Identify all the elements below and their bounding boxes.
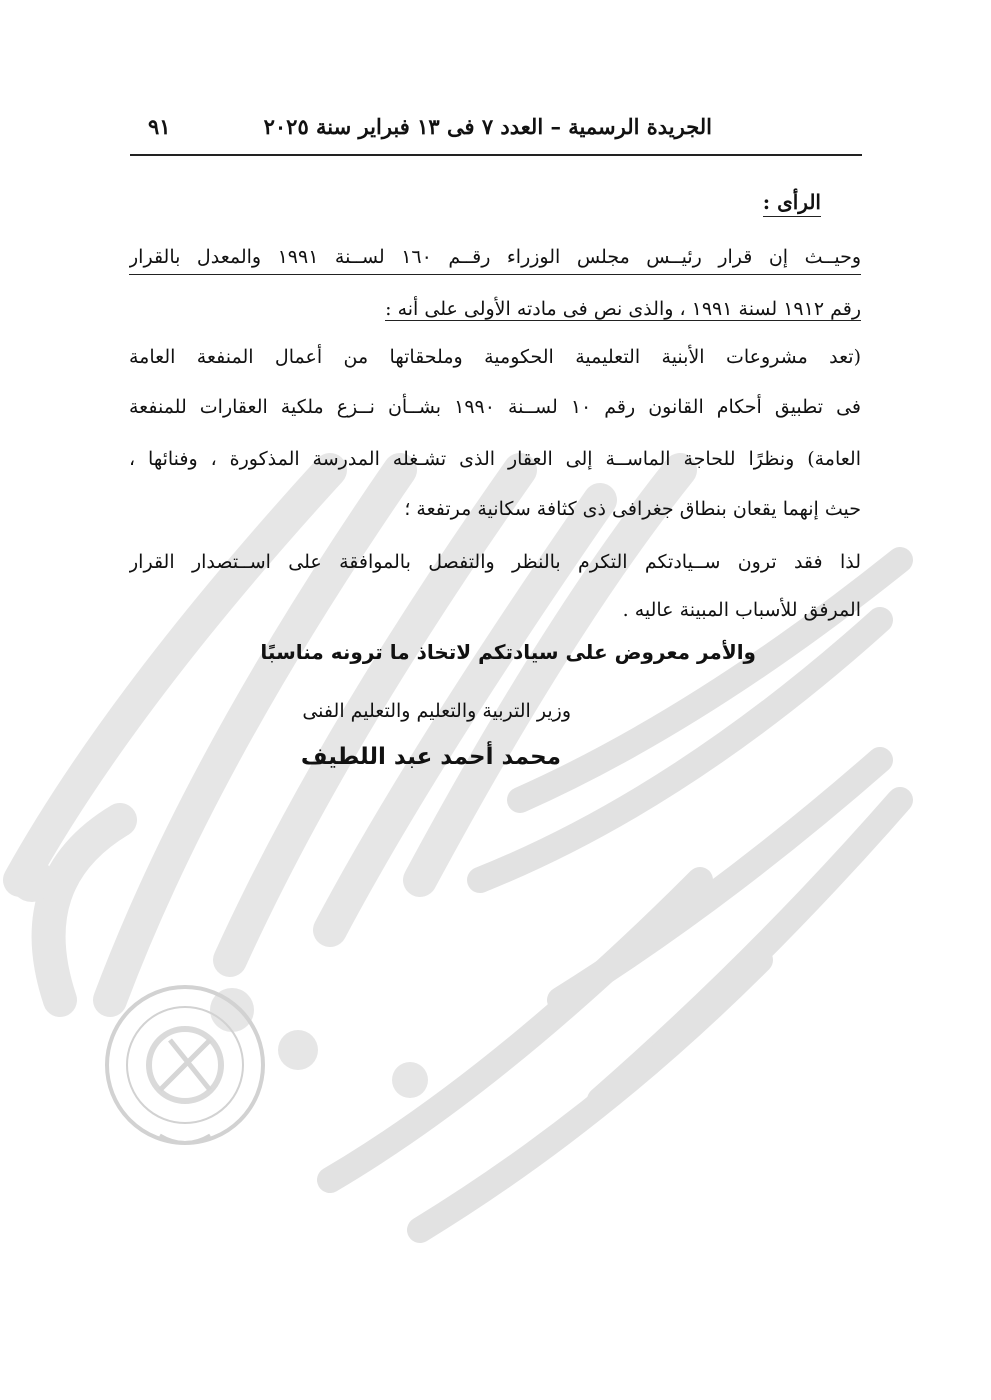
body-line: لذا فقد ترون ســيادتكم التكرم بالنظر والتفصل بالموافقة على اســتصدار القرار [129, 551, 861, 573]
opinion-label: الرأى : [763, 190, 821, 217]
body-line: (تعد مشروعات الأبنية التعليمية الحكومية وملحقاتها من أعمال المنفعة العامة [129, 346, 861, 368]
minister-title: وزير التربية والتعليم والتعليم الفنى [302, 700, 571, 722]
body-line: المرفق للأسباب المبينة عاليه . [622, 599, 861, 621]
closing-statement: والأمر معروض على سيادتكم لاتخاذ ما ترونه مناسبًا [260, 640, 756, 664]
body-line-text: رقم ١٩١٢ لسنة ١٩٩١ ، والذى نص فى مادته الأولى على أنه : [385, 298, 861, 320]
body-line: فى تطبيق أحكام القانون رقم ١٠ لســنة ١٩٩٠ بشــأن نــزع ملكية العقارات للمنفعة [129, 396, 861, 418]
page-number: ٩١ [148, 114, 171, 139]
ministry-seal [100, 980, 270, 1150]
body-line: حيث إنهما يقعان بنطاق جغرافى ذى كثافة سكانية مرتفعة ؛ [404, 498, 861, 520]
page-header [130, 108, 862, 154]
body-line: وحيــث إن قرار رئيــس مجلس الوزراء رقــم ١٦٠ لســنة ١٩٩١ والمعدل بالقرار [129, 240, 861, 275]
header-divider [130, 154, 862, 156]
minister-name: محمد أحمد عبد اللطيف [300, 744, 561, 770]
gazette-title: الجريدة الرسمية – العدد ٧ فى ١٣ فبراير سنة ٢٠٢٥ [263, 114, 712, 139]
body-line: العامة) ونظرًا للحاجة الماســة إلى العقار الذى تشـغله المدرسة المذكورة ، وفنائها ، [129, 448, 861, 470]
body-line [129, 292, 861, 326]
